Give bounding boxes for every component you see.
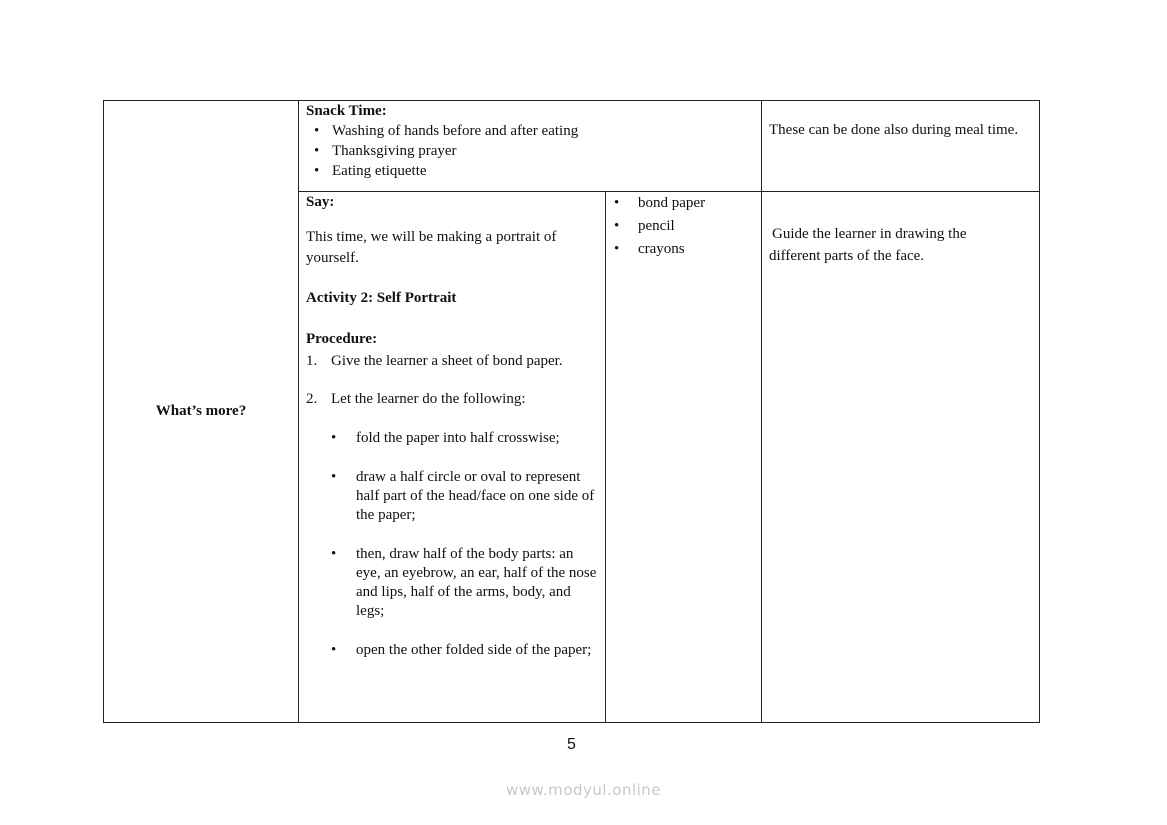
say-label: Say: bbox=[306, 194, 335, 210]
list-item: • Eating etiquette bbox=[306, 162, 756, 181]
snack-time-cell bbox=[306, 102, 756, 181]
activity-remark: Guide the learner in drawing the different parts of the face. bbox=[769, 226, 967, 264]
column-divider-2 bbox=[605, 191, 606, 723]
procedure-step bbox=[306, 352, 601, 371]
column-divider-3 bbox=[761, 100, 762, 723]
step-number: 2. bbox=[306, 391, 318, 407]
snack-time-heading: Snack Time: bbox=[306, 103, 387, 119]
list-item: • pencil bbox=[606, 217, 756, 236]
watermark: www.modyul.online bbox=[505, 781, 662, 799]
list-item: • then, draw half of the body parts: an eye, an eyebrow, an ear, half of the nose and lips, half of the arms, body, and legs; bbox=[306, 545, 601, 621]
table-right-border bbox=[1039, 100, 1040, 723]
activity-cell bbox=[306, 193, 601, 680]
materials-cell bbox=[606, 194, 756, 259]
list-item: • Thanksgiving prayer bbox=[306, 142, 756, 161]
table-top-border bbox=[103, 100, 1040, 101]
materials-list bbox=[606, 194, 756, 259]
sub-step-list bbox=[306, 429, 601, 660]
say-text: This time, we will be making a portrait of yourself. bbox=[306, 229, 557, 266]
list-item: • draw a half circle or oval to represent half part of the head/face on one side of the paper; bbox=[306, 468, 601, 525]
step-number: 1. bbox=[306, 353, 318, 369]
list-item: • fold the paper into half crosswise; bbox=[306, 429, 601, 448]
procedure-steps bbox=[306, 352, 601, 409]
procedure-step bbox=[306, 390, 601, 409]
snack-time-list bbox=[306, 122, 756, 181]
activity-title: Activity 2: Self Portrait bbox=[306, 290, 457, 306]
list-item: • bond paper bbox=[606, 194, 756, 213]
page-number: 5 bbox=[567, 736, 576, 753]
snack-remark: These can be done also during meal time. bbox=[769, 122, 1019, 138]
step-text: Let the learner do the following: bbox=[331, 391, 526, 407]
list-item: • crayons bbox=[606, 240, 756, 259]
table-bottom-border bbox=[103, 722, 1040, 723]
column-divider-1 bbox=[298, 100, 299, 723]
step-text: Give the learner a sheet of bond paper. bbox=[331, 353, 563, 369]
list-item: • open the other folded side of the paper; bbox=[306, 641, 601, 660]
list-item: • Washing of hands before and after eating bbox=[306, 122, 756, 141]
row-divider bbox=[298, 191, 1040, 192]
procedure-label: Procedure: bbox=[306, 331, 378, 347]
row-label: What’s more? bbox=[155, 403, 247, 419]
